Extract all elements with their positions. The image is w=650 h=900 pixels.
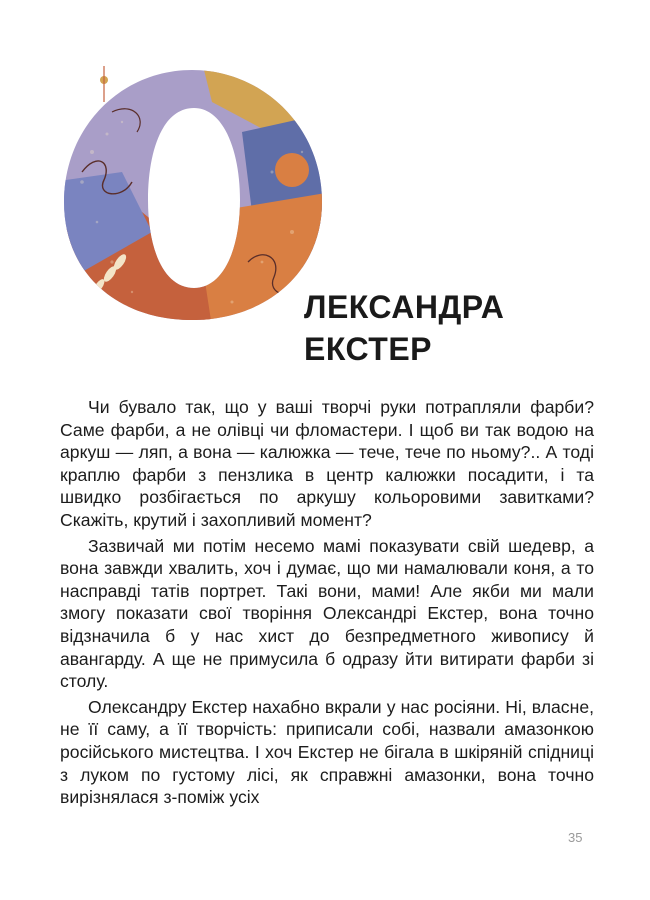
title-line-1: ЛЕКСАНДРА <box>304 289 505 325</box>
chapter-title <box>304 286 504 370</box>
article-body <box>60 396 594 809</box>
paragraph-2: Зазвичай ми потім несемо мамі показувати свій шедевр, а вона завжди хвалить, хоч і думає, що ми намалювали коня, а то насправді татів портрет. Такі вони, мами! Але якби ми мали змогу показати свої творіння Олександрі Екстер, вона точно відзначила б у нас хист до безпредметного живопису й авангарду. А ще не примусила б одразу йти витирати фарби зі столу. <box>60 535 594 692</box>
paragraph-1: Чи бувало так, що у ваші творчі руки потрапляли фарби? Саме фарби, а не олівці чи фломастери. І щоб ви так водою на аркуш — ляп, а вона — калюжка — тече, тече по ньому?.. А тоді краплю фарби з пензлика в центр калюжки посадити, і та швидко розбігається по аркушу кольоровими завитками? Скажіть, крутий і захопливий момент? <box>60 397 594 530</box>
title-line-2: ЕКСТЕР <box>304 331 432 367</box>
drop-cap-letter-illustration <box>52 62 332 327</box>
paragraph-3: Олександру Екстер нахабно вкрали у нас росіяни. Ні, власне, не її саму, а її творчість: приписали собі, назвали амазонкою російського мистецтва. І хоч Екстер не бігала в шкіряній спідниці з луком по густому лісі, як справжні амазонки, вона точно вирізнялася з-поміж усіх <box>60 696 594 808</box>
page-number: 35 <box>568 830 583 845</box>
